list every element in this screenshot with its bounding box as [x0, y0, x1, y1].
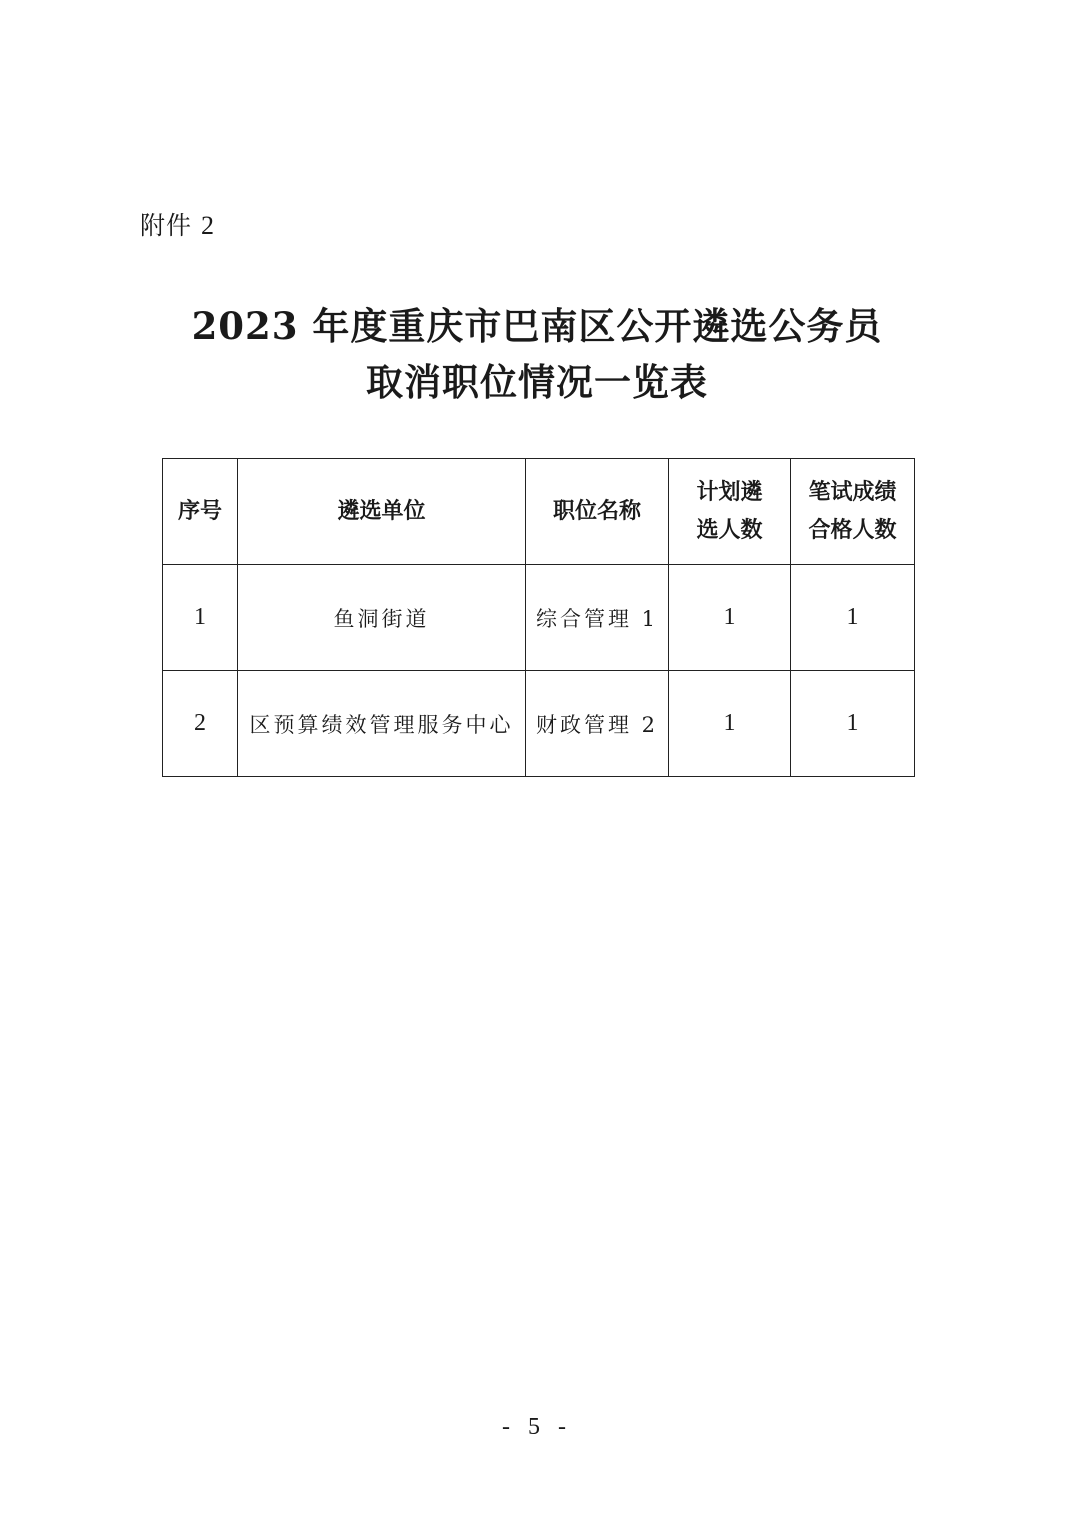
attachment-text: 附件 [140, 211, 193, 240]
row-position: 综合管理 1 [526, 565, 669, 671]
header-planned-line-1: 计划遴 [696, 479, 763, 505]
header-qualified-line-1: 笔试成绩 [808, 479, 897, 505]
header-planned [669, 459, 791, 565]
row-index: 1 [163, 565, 238, 671]
row-position: 财政管理 2 [526, 671, 669, 777]
document-title-line-1: 2023 年度重庆市巴南区公开遴选公务员 [191, 304, 883, 348]
header-qualified-line-2: 合格人数 [808, 517, 897, 543]
page-number: - 5 - [502, 1414, 572, 1440]
row-unit: 区预算绩效管理服务中心 [238, 671, 526, 777]
table-row [163, 565, 915, 671]
header-unit: 遴选单位 [238, 459, 526, 565]
row-planned: 1 [669, 671, 791, 777]
header-position: 职位名称 [526, 459, 669, 565]
row-qualified: 1 [791, 671, 915, 777]
row-qualified: 1 [791, 565, 915, 671]
header-planned-line-2: 选人数 [696, 517, 763, 543]
row-index: 2 [163, 671, 238, 777]
attachment-number: 2 [200, 211, 215, 240]
attachment-label [140, 206, 215, 242]
row-planned: 1 [669, 565, 791, 671]
header-qualified [791, 459, 915, 565]
row-unit: 鱼洞街道 [238, 565, 526, 671]
document-title-line-2: 取消职位情况一览表 [366, 360, 708, 404]
cancelled-positions-table [162, 458, 915, 777]
table-row [163, 671, 915, 777]
header-index: 序号 [163, 459, 238, 565]
table-header-row [163, 459, 915, 565]
